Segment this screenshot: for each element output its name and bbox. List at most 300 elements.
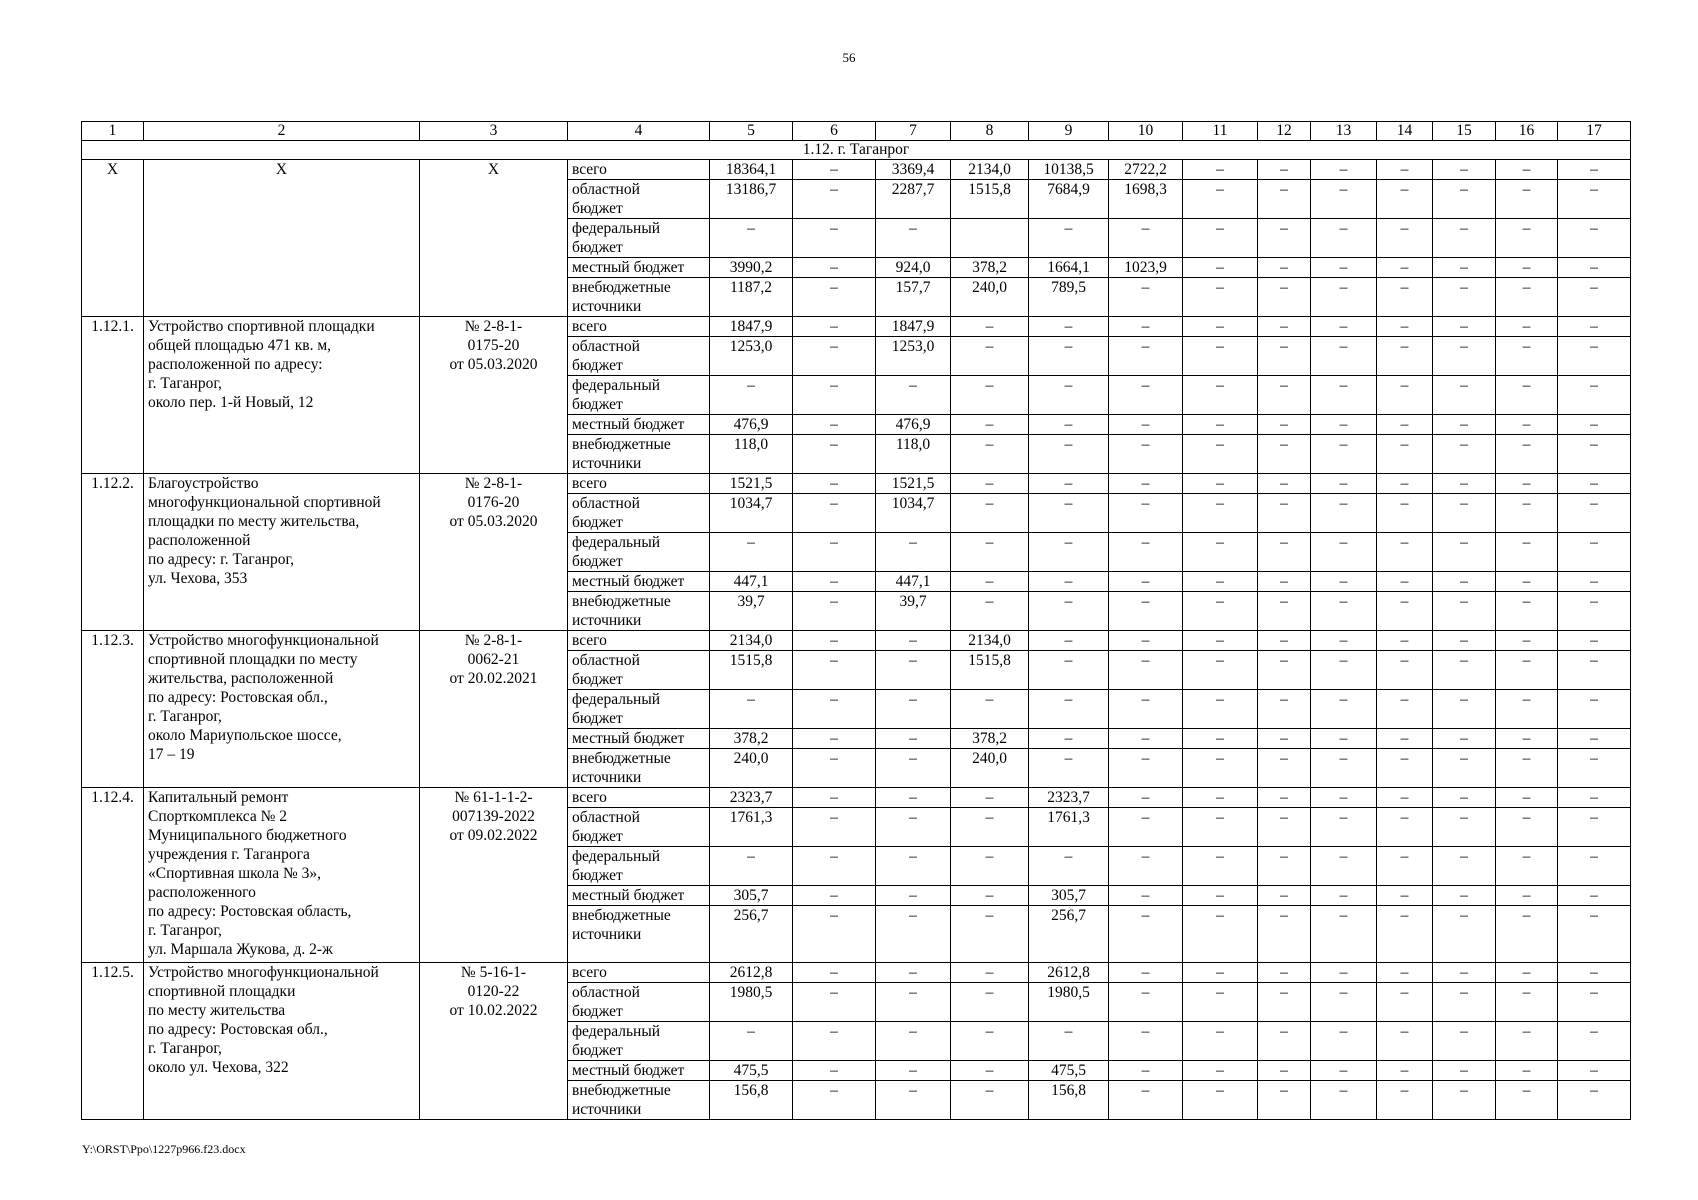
value-cell: – bbox=[1496, 906, 1558, 963]
item-number-cell: 1.12.2. bbox=[82, 474, 144, 631]
value-cell: 1664,1 bbox=[1029, 258, 1109, 278]
funding-source-label: всего bbox=[568, 160, 710, 180]
value-cell: – bbox=[951, 474, 1029, 494]
value-cell: – bbox=[1558, 886, 1631, 906]
value-cell: – bbox=[1558, 317, 1631, 337]
value-cell: – bbox=[1311, 963, 1377, 983]
item-name-cell: Устройство спортивной площадки общей площадью 471 кв. м, расположенной по адресу: г. Таганрог, около пер. 1-й Новый, 12 bbox=[144, 317, 420, 474]
value-cell: – bbox=[1311, 906, 1377, 963]
value-cell: – bbox=[1433, 963, 1496, 983]
value-cell: – bbox=[793, 886, 876, 906]
value-cell: – bbox=[1311, 1081, 1377, 1120]
value-cell: 1253,0 bbox=[710, 337, 793, 376]
value-cell: – bbox=[1558, 963, 1631, 983]
value-cell: 305,7 bbox=[710, 886, 793, 906]
value-cell: – bbox=[1109, 847, 1183, 886]
value-cell: 1187,2 bbox=[710, 278, 793, 317]
value-cell: – bbox=[1311, 1022, 1377, 1061]
value-cell: – bbox=[1311, 415, 1377, 435]
value-cell: – bbox=[793, 258, 876, 278]
value-cell: – bbox=[793, 160, 876, 180]
value-cell: – bbox=[1258, 983, 1311, 1022]
value-cell: – bbox=[1109, 435, 1183, 474]
value-cell: 1515,8 bbox=[951, 180, 1029, 219]
value-cell: – bbox=[1183, 788, 1258, 808]
value-cell: – bbox=[1433, 906, 1496, 963]
section-title: 1.12. г. Таганрог bbox=[82, 141, 1631, 160]
item-number-cell: 1.12.4. bbox=[82, 788, 144, 963]
value-cell: 39,7 bbox=[876, 592, 951, 631]
value-cell: – bbox=[1311, 317, 1377, 337]
value-cell: – bbox=[1558, 749, 1631, 788]
value-cell bbox=[951, 219, 1029, 258]
value-cell: – bbox=[793, 1081, 876, 1120]
value-cell: – bbox=[1377, 886, 1433, 906]
value-cell: – bbox=[1109, 631, 1183, 651]
value-cell: 7684,9 bbox=[1029, 180, 1109, 219]
table-body bbox=[82, 122, 1631, 1120]
value-cell: 240,0 bbox=[951, 749, 1029, 788]
value-cell: – bbox=[1496, 631, 1558, 651]
value-cell: 3990,2 bbox=[710, 258, 793, 278]
funding-source-label: местный бюджет bbox=[568, 415, 710, 435]
item-number-cell: 1.12.3. bbox=[82, 631, 144, 788]
value-cell: – bbox=[1496, 376, 1558, 415]
value-cell: – bbox=[793, 651, 876, 690]
value-cell: – bbox=[1433, 1022, 1496, 1061]
value-cell: – bbox=[1258, 1081, 1311, 1120]
value-cell: – bbox=[1258, 729, 1311, 749]
item-name-cell: Х bbox=[144, 160, 420, 317]
value-cell: – bbox=[793, 219, 876, 258]
funding-source-label: местный бюджет bbox=[568, 729, 710, 749]
item-name-cell: Благоустройство многофункциональной спортивной площадки по месту жительства, расположенной по адресу: г. Таганрог, ул. Чехова, 353 bbox=[144, 474, 420, 631]
value-cell: – bbox=[951, 983, 1029, 1022]
value-cell: 256,7 bbox=[710, 906, 793, 963]
value-cell: – bbox=[1029, 376, 1109, 415]
item-number-cell: Х bbox=[82, 160, 144, 317]
value-cell: – bbox=[1433, 886, 1496, 906]
document-number-cell: № 61-1-1-2- 007139-2022 от 09.02.2022 bbox=[420, 788, 568, 963]
value-cell: – bbox=[1258, 337, 1311, 376]
value-cell: – bbox=[793, 474, 876, 494]
value-cell: – bbox=[1558, 219, 1631, 258]
value-cell: – bbox=[1496, 729, 1558, 749]
value-cell: – bbox=[1496, 808, 1558, 847]
value-cell: – bbox=[1258, 415, 1311, 435]
value-cell: – bbox=[1558, 729, 1631, 749]
value-cell: 2612,8 bbox=[1029, 963, 1109, 983]
value-cell: – bbox=[876, 376, 951, 415]
value-cell: – bbox=[793, 690, 876, 729]
value-cell: – bbox=[1558, 494, 1631, 533]
value-cell: – bbox=[1377, 572, 1433, 592]
value-cell: – bbox=[793, 533, 876, 572]
value-cell: 378,2 bbox=[951, 258, 1029, 278]
value-cell: – bbox=[1433, 690, 1496, 729]
value-cell: 1980,5 bbox=[1029, 983, 1109, 1022]
value-cell: – bbox=[710, 219, 793, 258]
value-cell: – bbox=[793, 180, 876, 219]
value-cell: – bbox=[793, 278, 876, 317]
value-cell: – bbox=[793, 415, 876, 435]
value-cell: 1034,7 bbox=[876, 494, 951, 533]
value-cell: – bbox=[1558, 533, 1631, 572]
value-cell: – bbox=[1311, 219, 1377, 258]
value-cell: – bbox=[1183, 651, 1258, 690]
value-cell: – bbox=[1377, 533, 1433, 572]
value-cell: – bbox=[1377, 788, 1433, 808]
value-cell: 1515,8 bbox=[710, 651, 793, 690]
value-cell: – bbox=[1558, 415, 1631, 435]
value-cell: – bbox=[876, 808, 951, 847]
value-cell: – bbox=[1109, 808, 1183, 847]
value-cell: – bbox=[1183, 533, 1258, 572]
value-cell: 1023,9 bbox=[1109, 258, 1183, 278]
funding-source-label: внебюджетные источники bbox=[568, 1081, 710, 1120]
funding-source-label: всего bbox=[568, 317, 710, 337]
value-cell: – bbox=[1377, 963, 1433, 983]
value-cell: – bbox=[1558, 808, 1631, 847]
value-cell: – bbox=[1496, 415, 1558, 435]
funding-source-label: областной бюджет bbox=[568, 494, 710, 533]
value-cell: 476,9 bbox=[710, 415, 793, 435]
value-cell: 13186,7 bbox=[710, 180, 793, 219]
value-cell: – bbox=[876, 219, 951, 258]
value-cell: – bbox=[1183, 592, 1258, 631]
value-cell: – bbox=[1377, 278, 1433, 317]
value-cell: – bbox=[876, 533, 951, 572]
value-cell: – bbox=[793, 808, 876, 847]
value-cell: – bbox=[1496, 1081, 1558, 1120]
value-cell: – bbox=[1183, 1061, 1258, 1081]
value-cell: – bbox=[1258, 651, 1311, 690]
value-cell: – bbox=[951, 808, 1029, 847]
table-row bbox=[82, 160, 1631, 180]
value-cell: – bbox=[1558, 592, 1631, 631]
value-cell: – bbox=[876, 788, 951, 808]
value-cell: – bbox=[1183, 572, 1258, 592]
value-cell: – bbox=[951, 963, 1029, 983]
value-cell: – bbox=[1311, 435, 1377, 474]
value-cell: – bbox=[1377, 160, 1433, 180]
value-cell: – bbox=[1496, 435, 1558, 474]
value-cell: – bbox=[1258, 258, 1311, 278]
value-cell: 118,0 bbox=[710, 435, 793, 474]
column-number-header: 8 bbox=[951, 122, 1029, 141]
value-cell: – bbox=[1433, 317, 1496, 337]
value-cell: – bbox=[1183, 160, 1258, 180]
value-cell: – bbox=[1183, 690, 1258, 729]
value-cell: – bbox=[1377, 474, 1433, 494]
value-cell: – bbox=[1377, 258, 1433, 278]
value-cell: 447,1 bbox=[710, 572, 793, 592]
funding-source-label: федеральный бюджет bbox=[568, 690, 710, 729]
value-cell: – bbox=[876, 690, 951, 729]
value-cell: – bbox=[1311, 631, 1377, 651]
value-cell: – bbox=[1377, 219, 1433, 258]
value-cell: – bbox=[1311, 337, 1377, 376]
value-cell: – bbox=[1433, 631, 1496, 651]
value-cell: – bbox=[1109, 1081, 1183, 1120]
value-cell: – bbox=[1258, 572, 1311, 592]
value-cell: – bbox=[1029, 631, 1109, 651]
funding-source-label: областной бюджет bbox=[568, 651, 710, 690]
value-cell: – bbox=[1558, 474, 1631, 494]
column-number-header: 3 bbox=[420, 122, 568, 141]
value-cell: – bbox=[1377, 1081, 1433, 1120]
column-number-header: 16 bbox=[1496, 122, 1558, 141]
value-cell: 2323,7 bbox=[1029, 788, 1109, 808]
value-cell: – bbox=[951, 376, 1029, 415]
value-cell: – bbox=[793, 749, 876, 788]
value-cell: – bbox=[1029, 317, 1109, 337]
value-cell: – bbox=[1496, 749, 1558, 788]
value-cell: – bbox=[1183, 258, 1258, 278]
value-cell: – bbox=[1433, 415, 1496, 435]
column-number-header: 2 bbox=[144, 122, 420, 141]
value-cell: – bbox=[1377, 376, 1433, 415]
value-cell: – bbox=[1558, 572, 1631, 592]
value-cell: – bbox=[1558, 1081, 1631, 1120]
value-cell: – bbox=[1433, 749, 1496, 788]
value-cell: – bbox=[951, 337, 1029, 376]
value-cell: 305,7 bbox=[1029, 886, 1109, 906]
value-cell: – bbox=[1029, 337, 1109, 376]
value-cell: – bbox=[1558, 983, 1631, 1022]
value-cell: – bbox=[1558, 847, 1631, 886]
value-cell: 378,2 bbox=[710, 729, 793, 749]
value-cell: 18364,1 bbox=[710, 160, 793, 180]
column-number-header: 15 bbox=[1433, 122, 1496, 141]
value-cell: – bbox=[876, 847, 951, 886]
value-cell: – bbox=[951, 435, 1029, 474]
value-cell: – bbox=[1433, 435, 1496, 474]
value-cell: 240,0 bbox=[710, 749, 793, 788]
value-cell: – bbox=[1311, 474, 1377, 494]
funding-source-label: федеральный бюджет bbox=[568, 1022, 710, 1061]
value-cell: – bbox=[1109, 494, 1183, 533]
value-cell: – bbox=[1433, 180, 1496, 219]
value-cell: 2287,7 bbox=[876, 180, 951, 219]
value-cell: – bbox=[1109, 690, 1183, 729]
value-cell: – bbox=[1183, 1081, 1258, 1120]
value-cell: – bbox=[1258, 847, 1311, 886]
value-cell: – bbox=[793, 963, 876, 983]
value-cell: – bbox=[1433, 160, 1496, 180]
value-cell: – bbox=[876, 1081, 951, 1120]
column-number-row bbox=[82, 122, 1631, 141]
document-number-cell: № 5-16-1- 0120-22 от 10.02.2022 bbox=[420, 963, 568, 1120]
value-cell: – bbox=[1377, 631, 1433, 651]
value-cell: 240,0 bbox=[951, 278, 1029, 317]
funding-source-label: местный бюджет bbox=[568, 572, 710, 592]
value-cell: – bbox=[1433, 983, 1496, 1022]
value-cell: – bbox=[1183, 415, 1258, 435]
value-cell: – bbox=[1311, 278, 1377, 317]
value-cell: – bbox=[1258, 631, 1311, 651]
value-cell: – bbox=[1433, 533, 1496, 572]
value-cell: – bbox=[1183, 337, 1258, 376]
table-row bbox=[82, 317, 1631, 337]
value-cell: – bbox=[1183, 749, 1258, 788]
value-cell: – bbox=[1433, 474, 1496, 494]
value-cell: – bbox=[876, 886, 951, 906]
value-cell: – bbox=[1433, 376, 1496, 415]
value-cell: – bbox=[1496, 572, 1558, 592]
document-number-cell: № 2-8-1- 0176-20 от 05.03.2020 bbox=[420, 474, 568, 631]
value-cell: – bbox=[1377, 690, 1433, 729]
value-cell: – bbox=[1258, 435, 1311, 474]
value-cell: – bbox=[1433, 337, 1496, 376]
value-cell: – bbox=[951, 788, 1029, 808]
funding-source-label: федеральный бюджет bbox=[568, 533, 710, 572]
value-cell: – bbox=[1496, 983, 1558, 1022]
value-cell: – bbox=[1311, 180, 1377, 219]
funding-source-label: внебюджетные источники bbox=[568, 592, 710, 631]
value-cell: – bbox=[1377, 337, 1433, 376]
value-cell: – bbox=[951, 317, 1029, 337]
value-cell: – bbox=[793, 376, 876, 415]
value-cell: – bbox=[1109, 415, 1183, 435]
value-cell: – bbox=[1433, 808, 1496, 847]
value-cell: – bbox=[1258, 592, 1311, 631]
funding-source-label: областной бюджет bbox=[568, 808, 710, 847]
value-cell: – bbox=[1109, 337, 1183, 376]
value-cell: – bbox=[710, 690, 793, 729]
column-number-header: 4 bbox=[568, 122, 710, 141]
value-cell: – bbox=[1496, 317, 1558, 337]
value-cell: – bbox=[951, 494, 1029, 533]
value-cell: – bbox=[1258, 1061, 1311, 1081]
value-cell: – bbox=[876, 963, 951, 983]
value-cell: – bbox=[1258, 886, 1311, 906]
funding-source-label: федеральный бюджет bbox=[568, 847, 710, 886]
value-cell: – bbox=[1311, 847, 1377, 886]
value-cell: – bbox=[1496, 1022, 1558, 1061]
value-cell: – bbox=[1109, 1061, 1183, 1081]
value-cell: – bbox=[1109, 651, 1183, 690]
value-cell: – bbox=[1311, 788, 1377, 808]
value-cell: – bbox=[793, 788, 876, 808]
value-cell: – bbox=[1029, 592, 1109, 631]
value-cell: 378,2 bbox=[951, 729, 1029, 749]
value-cell: – bbox=[1433, 847, 1496, 886]
value-cell: – bbox=[1377, 983, 1433, 1022]
value-cell: – bbox=[1496, 474, 1558, 494]
value-cell: 1847,9 bbox=[876, 317, 951, 337]
value-cell: – bbox=[1558, 278, 1631, 317]
column-number-header: 1 bbox=[82, 122, 144, 141]
value-cell: – bbox=[1029, 1022, 1109, 1061]
value-cell: 475,5 bbox=[1029, 1061, 1109, 1081]
funding-source-label: местный бюджет bbox=[568, 258, 710, 278]
value-cell: – bbox=[1433, 729, 1496, 749]
value-cell: – bbox=[1029, 690, 1109, 729]
value-cell: 2134,0 bbox=[951, 160, 1029, 180]
value-cell: – bbox=[1377, 847, 1433, 886]
funding-source-label: местный бюджет bbox=[568, 886, 710, 906]
funding-source-label: внебюджетные источники bbox=[568, 435, 710, 474]
value-cell: – bbox=[1029, 415, 1109, 435]
value-cell: – bbox=[1377, 749, 1433, 788]
value-cell: – bbox=[793, 631, 876, 651]
value-cell: 118,0 bbox=[876, 435, 951, 474]
value-cell: – bbox=[1311, 376, 1377, 415]
value-cell: 2612,8 bbox=[710, 963, 793, 983]
value-cell: – bbox=[1433, 1081, 1496, 1120]
value-cell: – bbox=[1029, 219, 1109, 258]
value-cell: – bbox=[1029, 729, 1109, 749]
footer-file-path: Y:\ORST\Ppo\1227p966.f23.docx bbox=[82, 1142, 246, 1156]
value-cell: – bbox=[1433, 219, 1496, 258]
value-cell: – bbox=[1433, 1061, 1496, 1081]
funding-source-label: внебюджетные источники bbox=[568, 906, 710, 963]
value-cell: – bbox=[1558, 1022, 1631, 1061]
value-cell: – bbox=[1311, 258, 1377, 278]
funding-source-label: областной бюджет bbox=[568, 983, 710, 1022]
value-cell: – bbox=[1258, 494, 1311, 533]
value-cell: – bbox=[1496, 963, 1558, 983]
column-number-header: 17 bbox=[1558, 122, 1631, 141]
value-cell: – bbox=[1029, 651, 1109, 690]
value-cell: – bbox=[1377, 1061, 1433, 1081]
funding-source-label: внебюджетные источники bbox=[568, 278, 710, 317]
value-cell: – bbox=[1377, 906, 1433, 963]
funding-source-label: всего bbox=[568, 474, 710, 494]
value-cell: – bbox=[1496, 494, 1558, 533]
value-cell: – bbox=[793, 1022, 876, 1061]
value-cell: – bbox=[1377, 494, 1433, 533]
value-cell: – bbox=[1109, 1022, 1183, 1061]
value-cell: – bbox=[1496, 690, 1558, 729]
value-cell: 156,8 bbox=[710, 1081, 793, 1120]
budget-table bbox=[81, 121, 1631, 1120]
value-cell: – bbox=[1377, 435, 1433, 474]
funding-source-label: местный бюджет bbox=[568, 1061, 710, 1081]
value-cell: – bbox=[1558, 258, 1631, 278]
value-cell: – bbox=[1258, 317, 1311, 337]
value-cell: 1761,3 bbox=[1029, 808, 1109, 847]
value-cell: – bbox=[793, 847, 876, 886]
value-cell: – bbox=[1109, 317, 1183, 337]
value-cell: – bbox=[1311, 983, 1377, 1022]
value-cell: – bbox=[1258, 963, 1311, 983]
value-cell: – bbox=[1496, 337, 1558, 376]
value-cell: – bbox=[1377, 1022, 1433, 1061]
value-cell: – bbox=[876, 983, 951, 1022]
value-cell: – bbox=[951, 886, 1029, 906]
value-cell: – bbox=[1183, 1022, 1258, 1061]
value-cell: – bbox=[1109, 278, 1183, 317]
value-cell: – bbox=[1433, 788, 1496, 808]
funding-source-label: всего bbox=[568, 963, 710, 983]
document-number-cell: № 2-8-1- 0062-21 от 20.02.2021 bbox=[420, 631, 568, 788]
value-cell: – bbox=[1377, 317, 1433, 337]
value-cell: – bbox=[1109, 906, 1183, 963]
value-cell: 924,0 bbox=[876, 258, 951, 278]
value-cell: – bbox=[1558, 376, 1631, 415]
value-cell: – bbox=[1558, 651, 1631, 690]
value-cell: – bbox=[1029, 572, 1109, 592]
value-cell: – bbox=[1558, 906, 1631, 963]
value-cell: – bbox=[1311, 651, 1377, 690]
value-cell: – bbox=[1183, 278, 1258, 317]
value-cell: – bbox=[793, 494, 876, 533]
value-cell: – bbox=[793, 729, 876, 749]
value-cell: – bbox=[1496, 1061, 1558, 1081]
value-cell: 1698,3 bbox=[1109, 180, 1183, 219]
